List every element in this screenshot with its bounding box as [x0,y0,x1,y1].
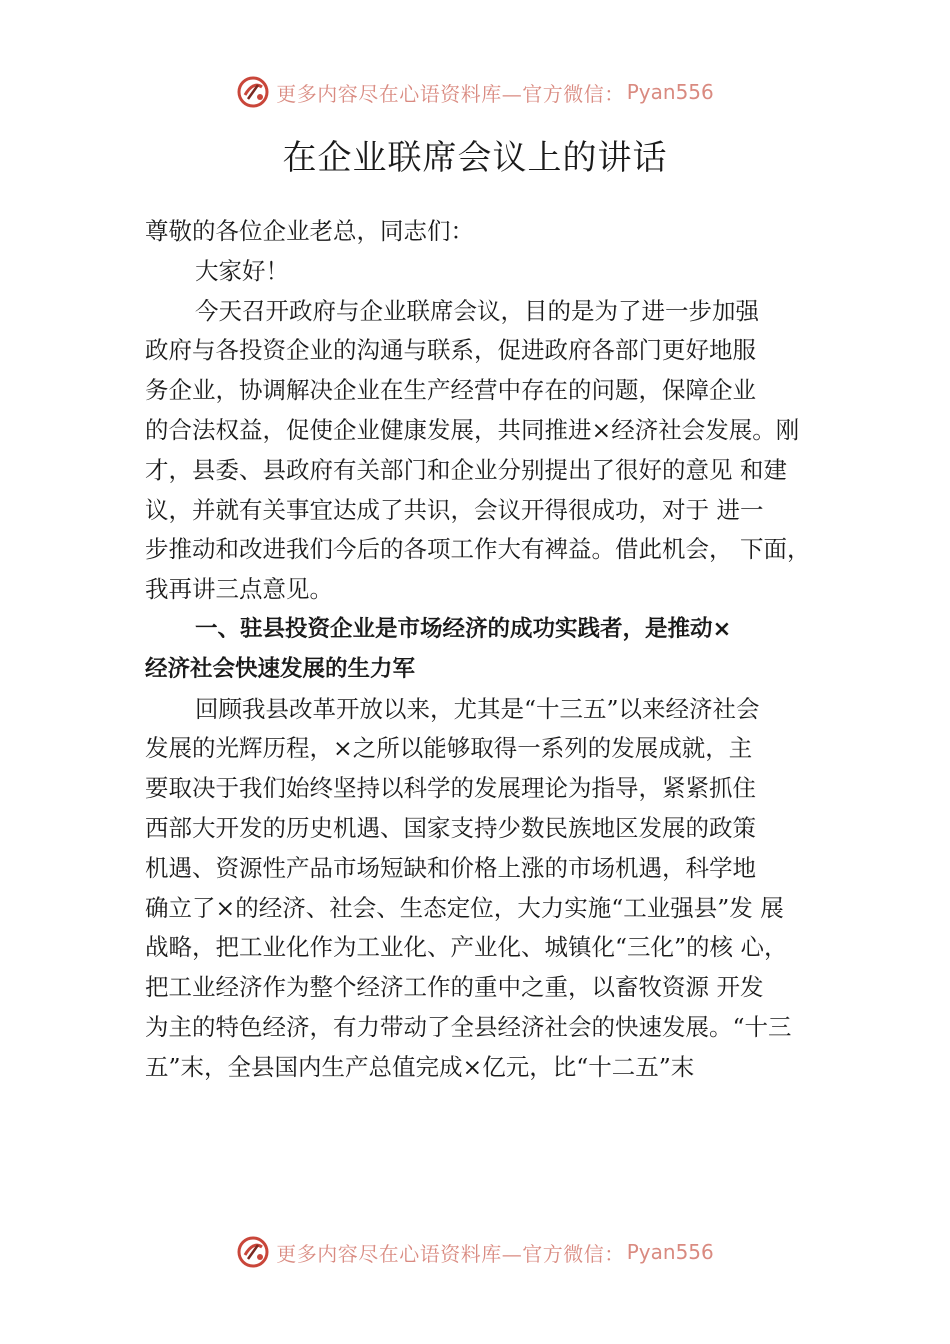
paragraph-line: 议，并就有关事宜达成了共识，会议开得很成功，对于 进一 [145,495,764,524]
seal-logo-icon [236,1235,270,1269]
watermark-handle: Pyan556 [626,1240,714,1264]
watermark-footer [0,1232,950,1272]
paragraph-line: 为主的特色经济，有力带动了全县经济社会的快速发展。“十三 [145,1012,792,1041]
paragraph-line: 机遇、资源性产品市场短缺和价格上涨的市场机遇，科学地 [145,853,756,882]
paragraph-line: 五”末，全县国内生产总值完成×亿元，比“十二五”末 [145,1052,695,1081]
paragraph-line: 把工业经济作为整个经济工作的重中之重，以畜牧资源 开发 [145,973,764,1002]
document-title: 在企业联席会议上的讲话 [282,138,668,178]
section-heading-line: 一、驻县投资企业是市场经济的成功实践者，是推动× [195,615,732,642]
section-heading-line: 经济社会快速发展的生力军 [145,655,416,682]
paragraph-line: 的合法权益，促使企业健康发展，共同推进×经济社会发展。刚 [145,415,800,444]
paragraph-line: 才，县委、县政府有关部门和企业分别提出了很好的意见 和建 [145,455,787,484]
paragraph-line: 回顾我县改革开放以来，尤其是“十三五”以来经济社会 [195,694,760,723]
watermark-text: 更多内容尽在心语资料库—官方微信： [276,1241,625,1266]
paragraph-line: 发展的光辉历程，×之所以能够取得一系列的发展成就，主 [145,734,753,763]
paragraph-line: 大家好！ [195,256,289,285]
paragraph-line: 政府与各投资企业的沟通与联系，促进政府各部门更好地服 [145,336,756,365]
paragraph-line: 务企业，协调解决企业在生产经营中存在的问题，保障企业 [145,376,756,405]
watermark-text: 更多内容尽在心语资料库—官方微信： [276,81,625,106]
paragraph-line: 西部大开发的历史机遇、国家支持少数民族地区发展的政策 [145,813,756,842]
document-body [145,212,840,1088]
paragraph-line: 我再讲三点意见。 [145,575,333,604]
paragraph-line: 要取决于我们始终坚持以科学的发展理论为指导，紧紧抓住 [145,774,756,803]
paragraph-line: 确立了×的经济、社会、生态定位，大力实施“工业强县”发 展 [145,893,784,922]
paragraph-line: 今天召开政府与企业联席会议，目的是为了进一步加强 [195,296,759,325]
watermark-header [0,72,950,112]
seal-logo-icon [236,75,270,109]
watermark-handle: Pyan556 [626,80,714,104]
paragraph-line: 尊敬的各位企业老总，同志们： [145,217,474,245]
paragraph-line: 战略，把工业化作为工业化、产业化、城镇化“三化”的核 心， [145,933,788,962]
paragraph-line: 步推动和改进我们今后的各项工作大有裨益。借此机会， 下面， [145,535,811,564]
